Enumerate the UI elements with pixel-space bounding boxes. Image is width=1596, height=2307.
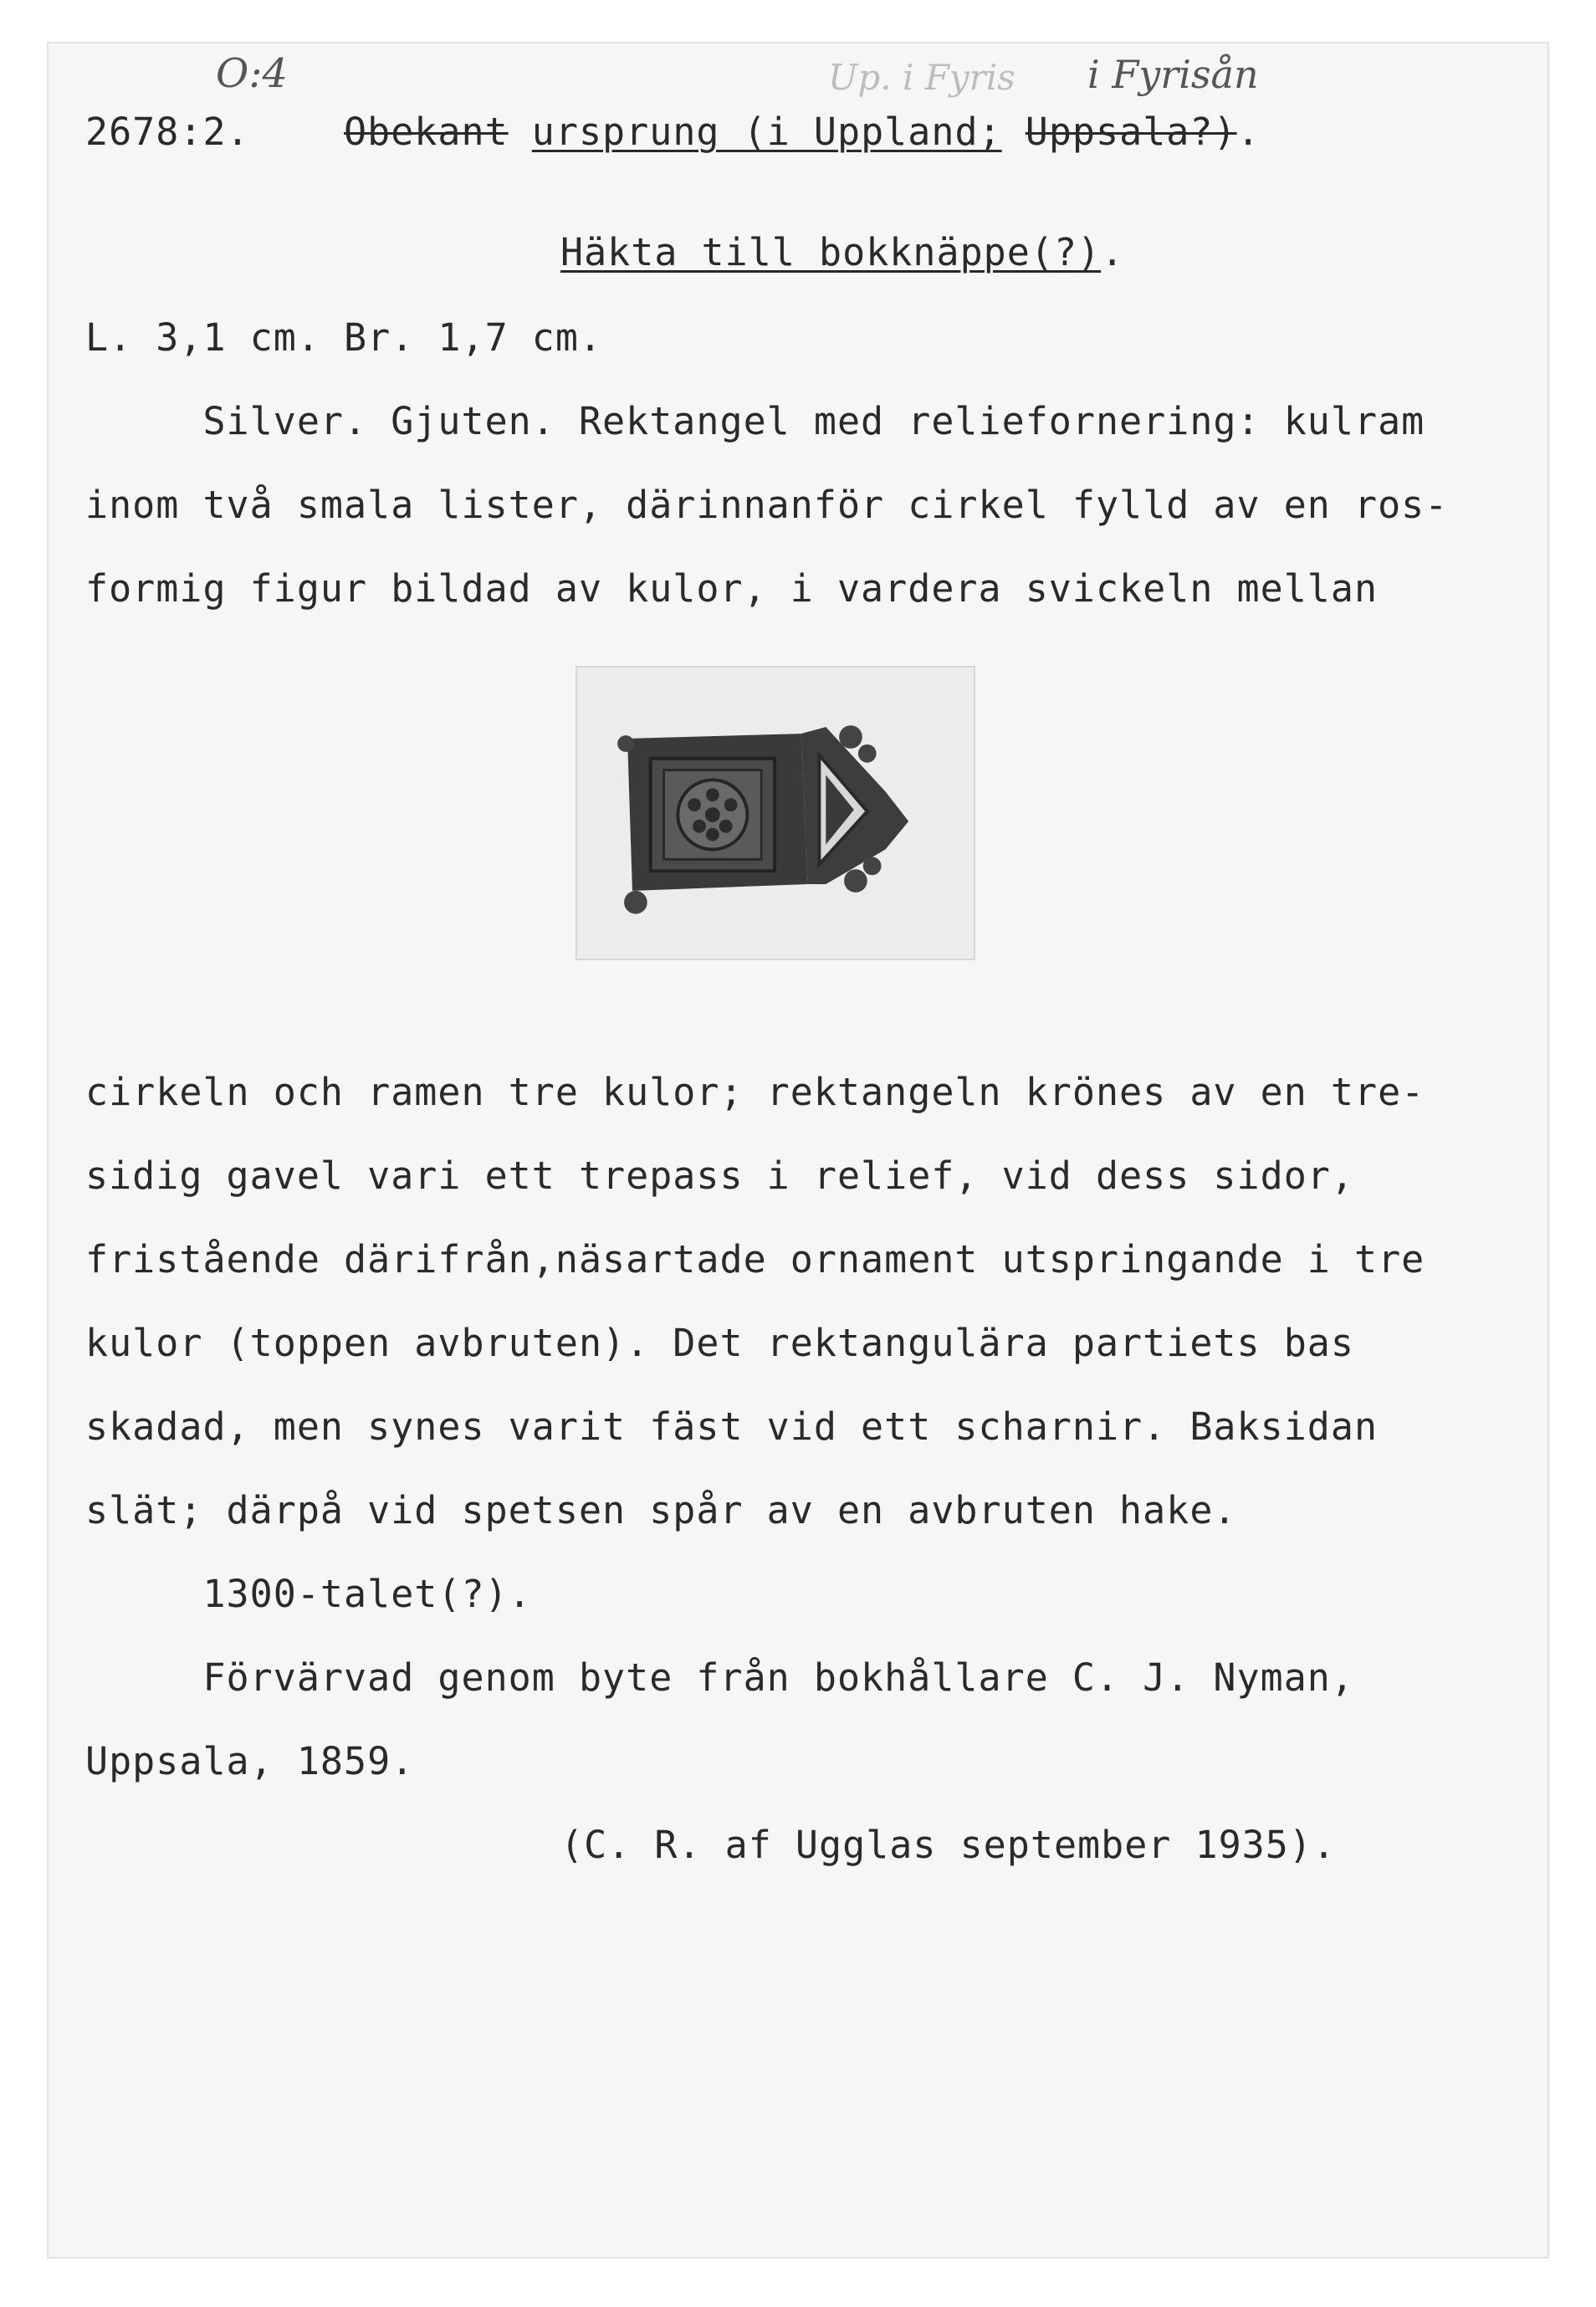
description-line: kulor (toppen avbruten). Det rektangulära partiets bas [85, 1321, 1354, 1365]
object-photograph [575, 666, 975, 960]
author-signature: (C. R. af Ugglas september 1935). [560, 1823, 1337, 1867]
object-title: Häkta till bokknäppe(?) [560, 230, 1102, 274]
origin-struck-word: Obekant [344, 110, 509, 154]
catalog-number: 2678:2. [85, 110, 250, 154]
header-line [85, 110, 1261, 154]
dimensions: L. 3,1 cm. Br. 1,7 cm. [85, 315, 603, 360]
object-title-period: . [1101, 230, 1125, 274]
description-line: formig figur bildad av kulor, i vardera svickeln mellan [85, 566, 1379, 611]
description-line: Silver. Gjuten. Rektangel med reliefornering: kulram [85, 399, 1425, 443]
description-line: sidig gavel vari ett trepass i relief, vid dess sidor, [85, 1154, 1354, 1198]
object-title-line [560, 231, 1124, 274]
description-line: inom två smala lister, därinnanför cirkel fylld av en ros- [85, 483, 1449, 527]
origin-period: . [1236, 110, 1261, 154]
description-line: slät; därpå vid spetsen spår av en avbruten hake. [85, 1488, 1237, 1532]
book-clasp-image [577, 668, 974, 959]
description-line: skadad, men synes varit fäst vid ett scharnir. Baksidan [85, 1404, 1379, 1449]
origin-text: ursprung (i Uppland; [531, 110, 1002, 154]
handwritten-annotation-left: O:4 [216, 50, 289, 97]
catalog-card [47, 42, 1549, 2258]
handwritten-annotation-faint: Up. i Fyris [828, 57, 1015, 98]
acquisition-line: Förvärvad genom byte från bokhållare C. J. Nyman, [85, 1655, 1354, 1700]
acquisition-line: Uppsala, 1859. [85, 1739, 415, 1783]
handwritten-annotation-right: i Fyrisån [1087, 52, 1259, 97]
description-line: cirkeln och ramen tre kulor; rektangeln krönes av en tre- [85, 1070, 1425, 1114]
dating-line: 1300-talet(?). [85, 1572, 532, 1616]
origin-place: Uppsala?) [1025, 110, 1237, 154]
description-line: fristående därifrån,näsartade ornament utspringande i tre [85, 1237, 1425, 1281]
